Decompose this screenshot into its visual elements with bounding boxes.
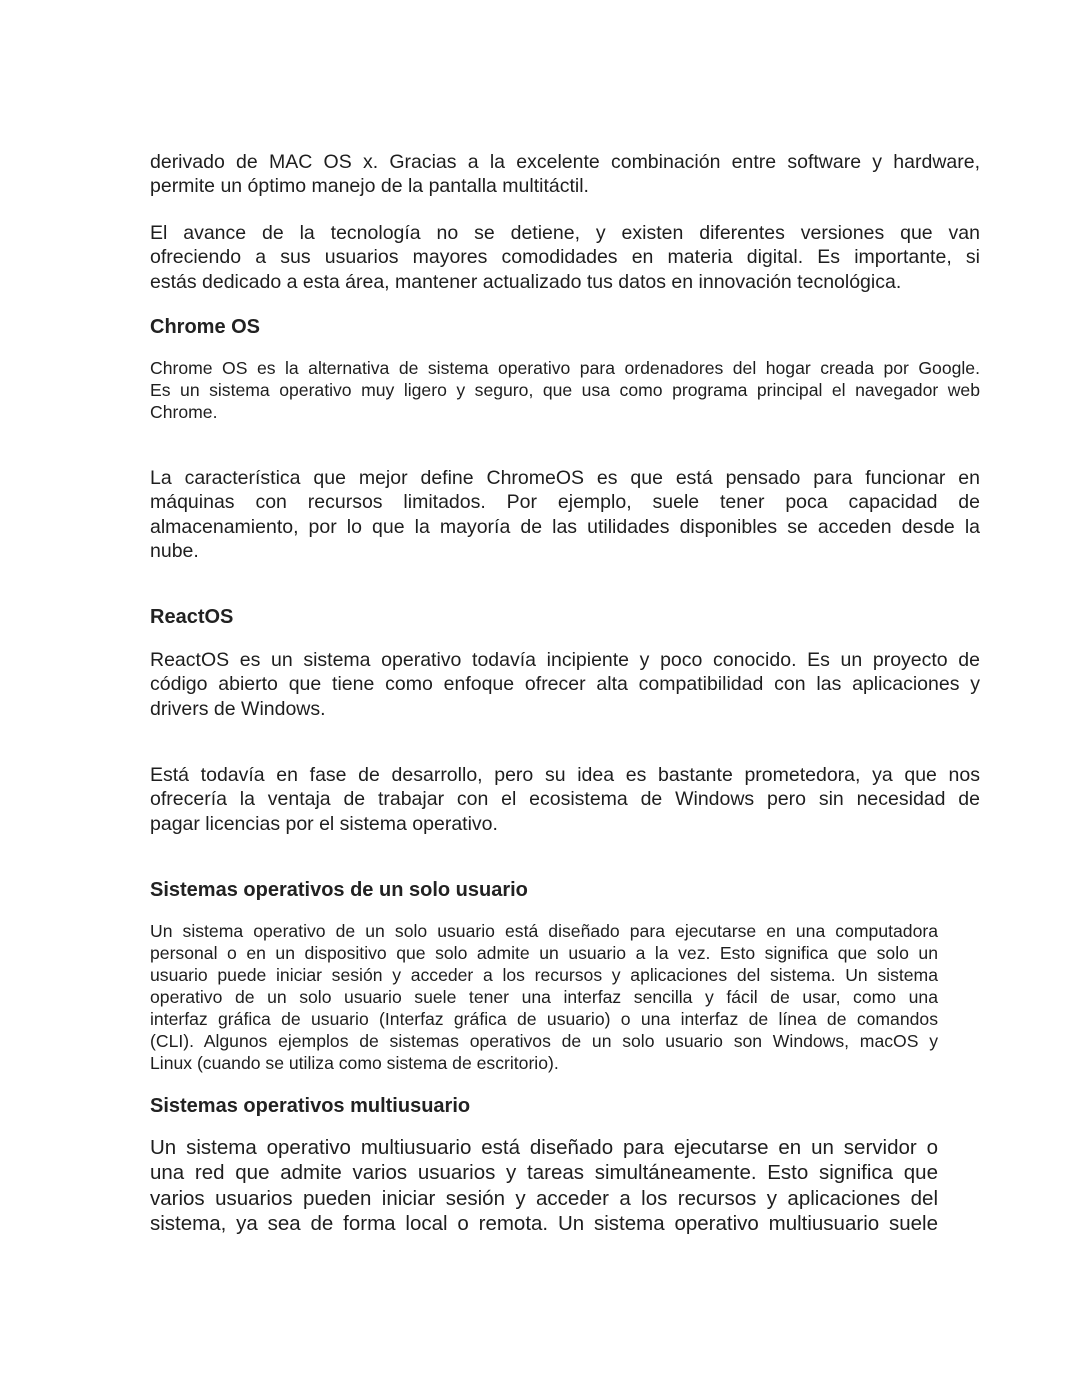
text-line: Chrome OS es la alternativa de sistema operativo para ordenadores del hogar creada por Google. [150,358,980,378]
text-line: drivers de Windows. [150,697,326,720]
text-line: nube. [150,539,199,562]
text-line: ofrecería la ventaja de trabajar con el ecosistema de Windows pero sin necesidad de [150,788,980,811]
text-line: ReactOS es un sistema operativo todavía incipiente y poco conocido. Es un proyecto de [150,649,980,671]
text-line: ofreciendo a sus usuarios mayores comodidades en materia digital. Es importante, si [150,246,980,269]
text-line: una red que admite varios usuarios y tareas simultáneamente. Esto significa que [150,1161,938,1185]
paragraph-single-user [150,920,938,1074]
paragraph-multi-user [150,1135,938,1236]
text-line: Chrome. [150,402,218,422]
text-line: La característica que mejor define ChromeOS es que está pensado para funcionar en [150,467,980,489]
text-line: sistema, ya sea de forma local o remota. Un sistema operativo multiusuario suele [150,1211,938,1235]
text-line: varios usuarios pueden iniciar sesión y acceder a los recursos y aplicaciones del [150,1186,938,1210]
text-line: (CLI). Algunos ejemplos de sistemas operativos de un solo usuario son Windows, macOS y [150,1031,938,1051]
text-line: Un sistema operativo de un solo usuario está diseñado para ejecutarse en una computadora [150,921,938,941]
paragraph-chrome-os-intro [150,357,980,423]
text-line: Está todavía en fase de desarrollo, pero su idea es bastante prometedora, ya que nos [150,764,980,786]
text-line: estás dedicado a esta área, mantener actualizado tus datos en innovación tecnológica. [150,270,902,293]
text-line: derivado de MAC OS x. Gracias a la excelente combinación entre software y hardware, [150,151,980,173]
text-line: Es un sistema operativo muy ligero y seguro, que usa como programa principal el navegador web [150,380,980,400]
text-line: El avance de la tecnología no se detiene, y existen diferentes versiones que van [150,222,980,244]
text-line: pagar licencias por el sistema operativo. [150,812,498,835]
text-line: personal o en un dispositivo que solo admite un usuario a la vez. Esto significa que solo un [150,943,938,963]
paragraph-macos-continuation [150,150,980,199]
heading-single-user: Sistemas operativos de un solo usuario [150,879,528,901]
text-line: código abierto que tiene como enfoque ofrecer alta compatibilidad con las aplicaciones y [150,673,980,696]
text-line: usuario puede iniciar sesión y acceder a los recursos y aplicaciones del sistema. Un sistema [150,965,938,985]
text-line: máquinas con recursos limitados. Por ejemplo, suele tener poca capacidad de [150,491,980,514]
text-line: almacenamiento, por lo que la mayoría de las utilidades disponibles se acceden desde la [150,515,980,538]
text-line: operativo de un solo usuario suele tener una interfaz sencilla y fácil de usar, como una [150,987,938,1007]
text-line: interfaz gráfica de usuario (Interfaz gráfica de usuario) o una interfaz de línea de comandos [150,1009,938,1029]
paragraph-tech-advance [150,221,980,294]
paragraph-reactos-development [150,763,980,836]
text-line: Un sistema operativo multiusuario está diseñado para ejecutarse en un servidor o [150,1136,938,1159]
paragraph-chrome-os-features [150,466,980,563]
heading-multi-user: Sistemas operativos multiusuario [150,1095,471,1117]
text-line: Linux (cuando se utiliza como sistema de escritorio). [150,1053,559,1073]
heading-reactos: ReactOS [150,606,234,628]
text-line: permite un óptimo manejo de la pantalla multitáctil. [150,175,589,198]
heading-chrome-os: Chrome OS [150,316,261,338]
paragraph-reactos-intro [150,648,980,721]
